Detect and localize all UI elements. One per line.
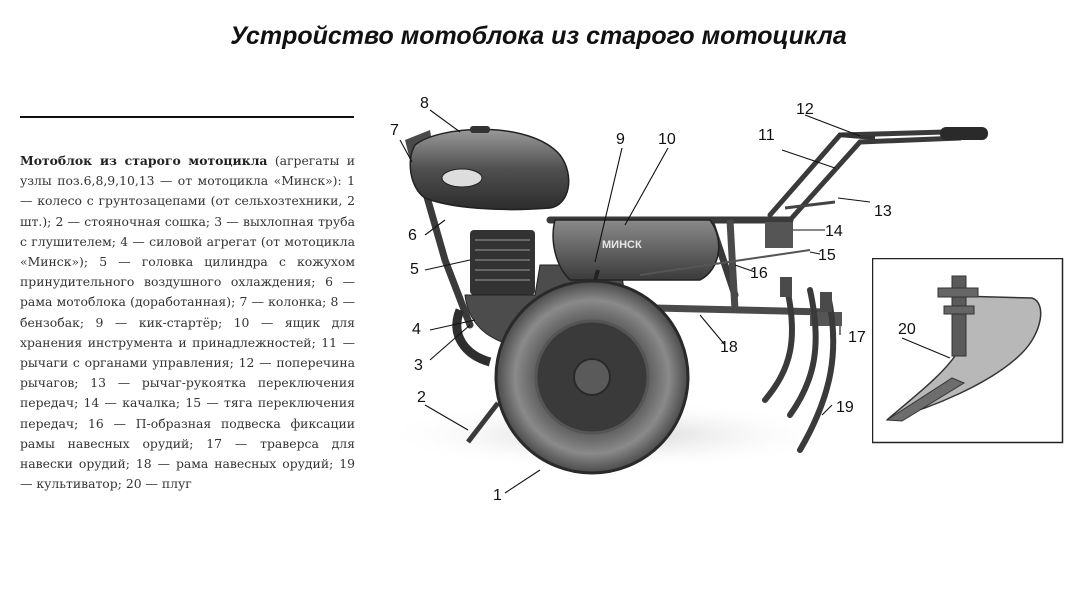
caption-rule [20, 116, 354, 118]
callout-16: 16 [750, 265, 768, 282]
handlebar-grip [940, 127, 988, 140]
cultivator-tine-top [780, 277, 792, 297]
callout-2: 2 [417, 389, 426, 406]
caption-legend-text: (агрегаты и узлы поз.6,8,9,10,13 — от мотоцикла «Минск»): 1 — колесо с грунтозацепами (от сельхозтехники, 2 шт.); 2 — стояночная сошка; 3 — выхлопная труба с глушителем; 4 — силовой агрегат (от мотоцикла «Минск»); 5 — головка цилиндра с кожухом принудительного воздушного охлаждения; 6 — рама мотоблока (доработанная); 7 — колонка; 8 — бензобак; 9 — кик-стартёр; 10 — ящик для хранения инструмента и принадлежностей; 11 — рычаги с органами управления; 12 — поперечина рычагов; 13 — рычаг-рукоятка переключения передач; 14 — качалка; 15 — тяга переключения передач; 16 — П-образная подвеска фиксации рамы навесных орудий; 17 — траверса для навески орудий; 18 — рама навесных орудий; 19 — культиватор; 20 — плуг [20, 153, 355, 492]
fuel-cap [470, 126, 490, 133]
figure-caption [20, 151, 355, 494]
swing-arm-bracket [765, 222, 793, 248]
gear-shift-lever [785, 202, 835, 208]
callout-12: 12 [796, 101, 814, 118]
wheel-hub [574, 359, 610, 395]
callout-18: 18 [720, 339, 738, 356]
callout-8: 8 [420, 95, 429, 112]
callout-11: 11 [758, 127, 775, 144]
callout-13: 13 [874, 203, 892, 220]
callout-1: 1 [493, 487, 502, 504]
slide-title: Устройство мотоблока из старого мотоцикла [230, 22, 847, 50]
callout-6: 6 [408, 227, 417, 244]
plough-clamp [938, 288, 978, 297]
callout-14: 14 [825, 223, 843, 240]
caption-heading: Мотоблок из старого мотоцикла [20, 153, 268, 168]
callout-7: 7 [390, 122, 399, 139]
callout-17: 17 [848, 329, 866, 346]
plough-inset [872, 258, 1064, 444]
callout-15: 15 [818, 247, 836, 264]
tank-badge-label: МИНСК [602, 239, 642, 251]
callout-5: 5 [410, 261, 419, 278]
callout-20: 20 [898, 321, 916, 338]
callout-19: 19 [836, 399, 854, 416]
callout-3: 3 [414, 357, 423, 374]
fuel-tank [410, 129, 568, 209]
cultivator-tine-top [820, 292, 832, 312]
tank-emblem [442, 169, 482, 187]
plough-clamp [944, 306, 974, 314]
callout-10: 10 [658, 131, 676, 148]
callout-4: 4 [412, 321, 421, 338]
callout-9: 9 [616, 131, 625, 148]
